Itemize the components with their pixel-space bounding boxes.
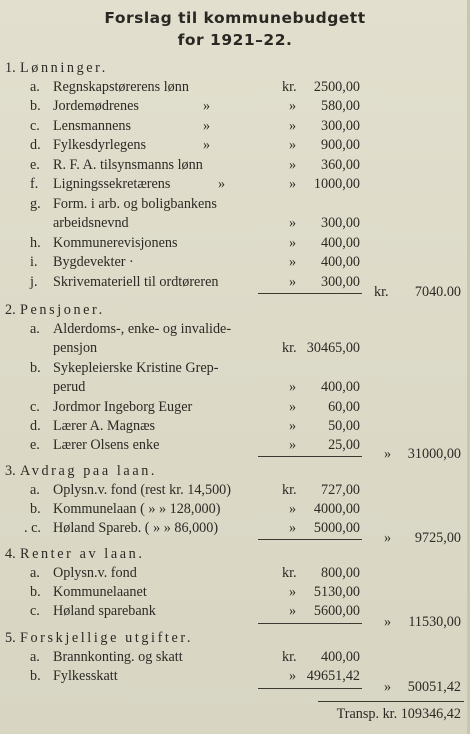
item-amount: 900,00 (320, 137, 360, 153)
item-letter: d. (30, 137, 41, 153)
item-currency: » (289, 157, 297, 173)
item-letter: h. (30, 235, 41, 251)
item-letter: i. (30, 254, 38, 270)
item-letter: j. (30, 274, 38, 290)
budget-line (0, 77, 470, 97)
total-currency: » (384, 530, 392, 546)
budget-line (0, 358, 470, 378)
title-line-1: Forslag til kommunebudgett (104, 9, 366, 27)
total-currency: kr. (374, 284, 389, 300)
item-currency: kr. (282, 649, 297, 665)
item-label: Fylkesdyrlegens (53, 137, 146, 153)
ditto-mark: » (203, 137, 211, 153)
item-currency: » (289, 176, 297, 192)
item-amount: 360,00 (320, 157, 360, 173)
item-label: Oplysn.v. fond (rest kr. 14,500) (53, 482, 231, 498)
budget-line (0, 155, 470, 175)
item-currency: » (289, 437, 297, 453)
item-amount: 400,00 (320, 379, 360, 395)
item-label: Alderdoms-, enke- og invalide- (53, 321, 232, 337)
ditto-mark: » (203, 118, 211, 134)
item-amount: 300,00 (320, 274, 360, 290)
section-name: Lønninger. (20, 60, 108, 76)
total-currency: » (384, 679, 392, 695)
item-currency: » (289, 399, 297, 415)
section-name: Pensjoner. (20, 302, 105, 318)
item-letter: b. (30, 668, 41, 684)
item-letter: c. (30, 399, 40, 415)
budget-line (0, 563, 470, 583)
budget-line (0, 233, 470, 253)
total-currency: » (384, 614, 392, 630)
item-label: Jordemødrenes (53, 98, 139, 114)
section-total (0, 677, 470, 697)
section-heading (0, 544, 470, 564)
item-amount: 580,00 (320, 98, 360, 114)
item-label: Høland Spareb. ( » » 86,000) (53, 520, 219, 536)
item-letter: g. (30, 196, 41, 212)
item-currency: kr. (282, 565, 297, 581)
section-number: 2. (5, 302, 16, 318)
item-amount: 30465,00 (306, 340, 360, 356)
item-label: Sykepleierske Kristine Grep- (53, 360, 219, 376)
item-label: Høland sparebank (53, 603, 156, 619)
item-currency: » (289, 418, 297, 434)
budget-line (0, 213, 470, 233)
item-currency: » (289, 235, 297, 251)
item-label: Skrivemateriell til ordtøreren (53, 274, 219, 290)
item-amount: 5000,00 (313, 520, 360, 536)
section-total-amount: 50051,42 (407, 679, 461, 695)
section-total-amount: 31000,00 (407, 446, 461, 462)
ditto-mark: » (218, 176, 226, 192)
total-currency: » (384, 446, 392, 462)
item-amount: 5130,00 (313, 584, 360, 600)
item-letter: a. (30, 482, 40, 498)
section-heading (0, 461, 470, 481)
item-currency: » (289, 668, 297, 684)
item-currency: kr. (282, 482, 297, 498)
transport-rule (318, 701, 464, 702)
ditto-mark: » (203, 98, 211, 114)
item-letter: . c. (24, 520, 41, 536)
item-amount: 727,00 (320, 482, 360, 498)
section-heading (0, 58, 470, 78)
section-total-amount: 9725,00 (414, 530, 461, 546)
budget-line (0, 480, 470, 500)
item-letter: e. (30, 157, 40, 173)
item-label: arbeidsnevnd (53, 215, 129, 231)
item-letter: a. (30, 649, 40, 665)
item-amount: 25,00 (328, 437, 360, 453)
section-heading (0, 628, 470, 648)
budget-line (0, 499, 470, 519)
budget-line (0, 416, 470, 436)
item-currency: » (289, 603, 297, 619)
item-amount: 50,00 (328, 418, 360, 434)
budget-line (0, 338, 470, 358)
item-amount: 4000,00 (313, 501, 360, 517)
item-label: Jordmor Ingeborg Euger (53, 399, 193, 415)
item-letter: e. (30, 437, 40, 453)
section-name: Renter av laan. (20, 546, 145, 562)
item-amount: 300,00 (320, 215, 360, 231)
budget-line (0, 319, 470, 339)
item-currency: » (289, 379, 297, 395)
budget-line (0, 397, 470, 417)
item-currency: kr. (282, 340, 297, 356)
item-amount: 400,00 (320, 254, 360, 270)
budget-line (0, 96, 470, 116)
item-amount: 1000,00 (313, 176, 360, 192)
item-currency: » (289, 501, 297, 517)
item-letter: a. (30, 565, 40, 581)
item-currency: » (289, 584, 297, 600)
section-number: 4. (5, 546, 16, 562)
section-total (0, 282, 470, 302)
item-amount: 60,00 (328, 399, 360, 415)
item-amount: 400,00 (320, 649, 360, 665)
section-number: 5. (5, 630, 16, 646)
item-letter: b. (30, 501, 41, 517)
item-label: Kommunerevisjonens (53, 235, 178, 251)
item-amount: 2500,00 (313, 79, 360, 95)
item-amount: 49651,42 (306, 668, 360, 684)
item-label: Bygdevekter · (53, 254, 134, 270)
item-label: Lensmannens (53, 118, 132, 134)
section-number: 1. (5, 60, 16, 76)
item-letter: c. (30, 603, 40, 619)
section-total-amount: 7040.00 (414, 284, 461, 300)
item-label: Oplysn.v. fond (53, 565, 137, 581)
item-letter: c. (30, 118, 40, 134)
budget-line (0, 174, 470, 194)
title-line-2: for 1921–22. (177, 31, 293, 49)
budget-line (0, 647, 470, 667)
item-label: perud (53, 379, 86, 395)
item-label: Form. i arb. og boligbankens (53, 196, 217, 212)
item-letter: b. (30, 360, 41, 376)
item-currency: » (289, 274, 297, 290)
item-label: Brannkonting. og skatt (53, 649, 183, 665)
item-label: Kommunelaan ( » » 128,000) (53, 501, 221, 517)
item-label: Regnskapstørerens lønn (53, 79, 189, 95)
item-currency: » (289, 98, 297, 114)
budget-line (0, 582, 470, 602)
item-currency: » (289, 215, 297, 231)
section-name: Avdrag paa laan. (20, 463, 158, 479)
item-letter: d. (30, 418, 41, 434)
item-label: R. F. A. tilsynsmanns lønn (53, 157, 203, 173)
transport-total: Transp. kr. 109346,42 (336, 706, 461, 722)
item-currency: » (289, 520, 297, 536)
budget-line (0, 116, 470, 136)
budget-line (0, 135, 470, 155)
item-letter: a. (30, 321, 40, 337)
item-label: Lærer A. Magnæs (53, 418, 156, 434)
item-amount: 5600,00 (313, 603, 360, 619)
item-letter: b. (30, 98, 41, 114)
item-amount: 300,00 (320, 118, 360, 134)
budget-line (0, 252, 470, 272)
section-number: 3. (5, 463, 16, 479)
budget-line (0, 194, 470, 214)
section-name: Forskjellige utgifter. (20, 630, 194, 646)
item-label: pensjon (53, 340, 98, 356)
item-letter: b. (30, 584, 41, 600)
transport-line (0, 704, 470, 724)
item-currency: » (289, 254, 297, 270)
section-total-amount: 11530,00 (408, 614, 461, 630)
section-heading (0, 300, 470, 320)
item-label: Ligningssekretærens (53, 176, 171, 192)
item-label: Kommunelaanet (53, 584, 147, 600)
item-letter: f. (30, 176, 39, 192)
budget-line (0, 377, 470, 397)
item-currency: kr. (282, 79, 297, 95)
item-currency: » (289, 137, 297, 153)
item-label: Fylkesskatt (53, 668, 118, 684)
item-currency: » (289, 118, 297, 134)
item-amount: 400,00 (320, 235, 360, 251)
item-amount: 800,00 (320, 565, 360, 581)
item-label: Lærer Olsens enke (53, 437, 160, 453)
item-letter: a. (30, 79, 40, 95)
